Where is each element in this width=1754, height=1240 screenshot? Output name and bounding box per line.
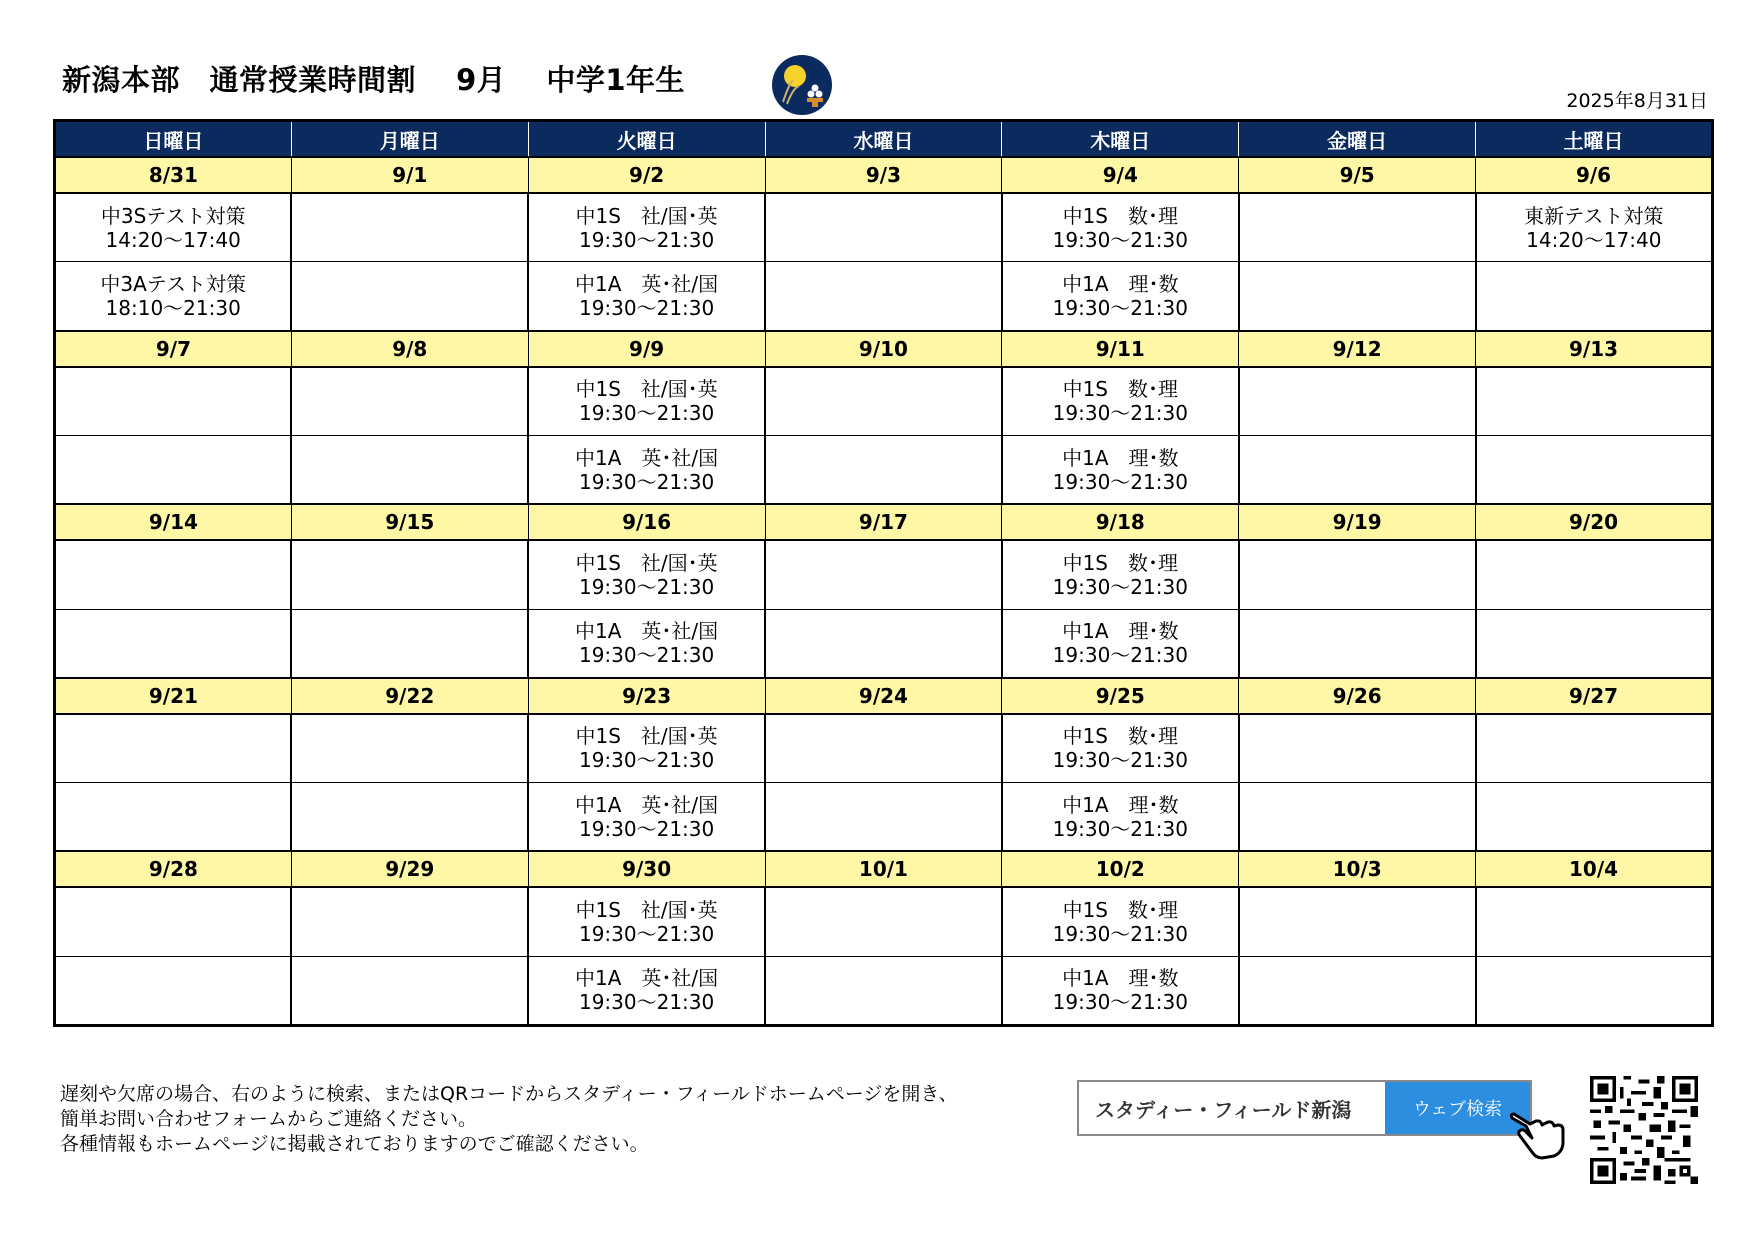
class-name: 中1S 社/国･英 <box>575 550 718 575</box>
class-name: 中3Sテスト対策 <box>100 203 246 228</box>
date-cell: 9/22 <box>291 678 528 714</box>
class-name: 中1A 英･社/国 <box>575 445 719 470</box>
class-time: 19:30～21:30 <box>1052 227 1188 252</box>
class-name: 中1S 社/国･英 <box>575 377 718 402</box>
class-slot-cell <box>528 887 765 956</box>
class-time: 19:30～21:30 <box>578 816 715 841</box>
notice <box>60 1082 958 1157</box>
qr-code-icon <box>1584 1076 1704 1184</box>
class-slot-cell <box>528 714 765 783</box>
class-slot-row <box>55 887 1713 956</box>
class-slot-cell <box>55 714 292 783</box>
class-slot-cell <box>291 956 528 1025</box>
date-cell: 9/13 <box>1476 331 1713 367</box>
class-slot-cell <box>1002 540 1239 609</box>
class-name: 中1A 理･数 <box>1062 619 1179 644</box>
date-cell: 9/4 <box>1002 157 1239 193</box>
class-time: 19:30～21:30 <box>578 469 715 494</box>
class-slot-cell <box>1002 783 1239 852</box>
class-slot-cell <box>1002 956 1239 1025</box>
class-name: 中1A 英･社/国 <box>575 792 719 817</box>
class-name: 中1A 英･社/国 <box>575 619 719 644</box>
class-name: 中1S 社/国･英 <box>575 724 718 749</box>
class-slot-cell <box>1476 262 1713 331</box>
class-time: 18:10～21:30 <box>105 295 241 320</box>
moon-viewing-icon <box>771 54 833 116</box>
timetable <box>53 119 1714 1027</box>
date-row <box>55 851 1713 887</box>
class-slot-cell <box>1002 609 1239 678</box>
class-slot-cell <box>291 609 528 678</box>
class-slot-cell <box>765 956 1002 1025</box>
class-slot-row <box>55 956 1713 1025</box>
date-cell: 9/3 <box>765 157 1002 193</box>
date-cell: 9/5 <box>1239 157 1476 193</box>
search-query-text: スタディー・フィールド新潟 <box>1095 1097 1352 1122</box>
class-time: 19:30～21:30 <box>1052 643 1188 668</box>
class-slot-cell <box>1239 609 1476 678</box>
class-name: 中1A 英･社/国 <box>575 271 719 296</box>
date-cell: 9/27 <box>1476 678 1713 714</box>
class-name: 中1A 理･数 <box>1062 445 1179 470</box>
date-cell: 9/29 <box>291 851 528 887</box>
class-slot-cell <box>55 435 292 504</box>
class-slot-cell <box>1476 609 1713 678</box>
class-slot-cell <box>765 367 1002 436</box>
class-name: 中1S 数･理 <box>1062 377 1178 402</box>
date-cell: 10/4 <box>1476 851 1713 887</box>
date-row <box>55 504 1713 540</box>
date-cell: 9/23 <box>528 678 765 714</box>
class-slot-cell <box>55 193 292 262</box>
date-cell: 9/1 <box>291 157 528 193</box>
weekday-header: 火曜日 <box>528 121 765 158</box>
class-slot-cell <box>291 783 528 852</box>
date-cell: 9/18 <box>1002 504 1239 540</box>
class-name: 中3Aテスト対策 <box>100 271 246 296</box>
class-slot-cell <box>55 783 292 852</box>
class-slot-cell <box>528 435 765 504</box>
class-slot-cell <box>1002 262 1239 331</box>
notice-line: 簡単お問い合わせフォームからご連絡ください。 <box>60 1108 478 1130</box>
class-slot-cell <box>291 367 528 436</box>
class-slot-cell <box>765 540 1002 609</box>
web-search-button: ウェブ検索 <box>1385 1082 1530 1134</box>
class-time: 14:20～17:40 <box>1526 227 1662 252</box>
date-cell: 9/9 <box>528 331 765 367</box>
class-slot-cell <box>765 193 1002 262</box>
date-cell: 9/10 <box>765 331 1002 367</box>
date-cell: 9/20 <box>1476 504 1713 540</box>
date-row <box>55 157 1713 193</box>
class-name: 中1S 数･理 <box>1062 724 1178 749</box>
date-row <box>55 331 1713 367</box>
date-cell: 10/3 <box>1239 851 1476 887</box>
class-slot-cell <box>1239 540 1476 609</box>
date-row <box>55 678 1713 714</box>
class-slot-cell <box>291 540 528 609</box>
class-slot-cell <box>1239 435 1476 504</box>
class-name: 中1A 理･数 <box>1062 271 1179 296</box>
class-slot-cell <box>1476 887 1713 956</box>
class-slot-cell <box>528 609 765 678</box>
date-cell: 9/8 <box>291 331 528 367</box>
class-slot-cell <box>1002 435 1239 504</box>
class-name: 中1A 理･数 <box>1062 792 1179 817</box>
class-time: 19:30～21:30 <box>1052 922 1188 947</box>
class-slot-cell <box>1476 540 1713 609</box>
class-time: 19:30～21:30 <box>1052 469 1188 494</box>
class-slot-cell <box>55 609 292 678</box>
class-slot-cell <box>1002 714 1239 783</box>
class-slot-cell <box>1476 783 1713 852</box>
date-cell: 9/11 <box>1002 331 1239 367</box>
date-cell: 9/21 <box>55 678 292 714</box>
class-time: 14:20～17:40 <box>105 227 241 252</box>
weekday-header: 月曜日 <box>291 121 528 158</box>
weekday-header: 水曜日 <box>765 121 1002 158</box>
class-slot-cell <box>1476 714 1713 783</box>
class-slot-cell <box>765 262 1002 331</box>
class-slot-cell <box>1476 435 1713 504</box>
class-name: 中1S 数･理 <box>1062 203 1178 228</box>
date-cell: 8/31 <box>55 157 292 193</box>
class-name: 中1A 理･数 <box>1062 966 1179 991</box>
class-name: 中1S 社/国･英 <box>575 898 718 923</box>
class-slot-cell <box>1002 193 1239 262</box>
class-slot-cell <box>765 435 1002 504</box>
issue-date: 2025年8月31日 <box>1566 90 1708 112</box>
class-name: 中1A 英･社/国 <box>575 966 719 991</box>
class-slot-cell <box>765 714 1002 783</box>
date-cell: 9/25 <box>1002 678 1239 714</box>
date-cell: 9/28 <box>55 851 292 887</box>
class-slot-cell <box>1476 193 1713 262</box>
class-slot-cell <box>291 887 528 956</box>
class-time: 19:30～21:30 <box>578 574 715 599</box>
class-time: 19:30～21:30 <box>578 990 715 1015</box>
class-slot-cell <box>1239 367 1476 436</box>
class-slot-cell <box>55 540 292 609</box>
class-slot-cell <box>55 956 292 1025</box>
class-slot-cell <box>528 367 765 436</box>
class-name: 中1S 数･理 <box>1062 898 1178 923</box>
class-slot-cell <box>528 783 765 852</box>
class-slot-cell <box>1002 887 1239 956</box>
class-slot-cell <box>291 714 528 783</box>
date-cell: 9/2 <box>528 157 765 193</box>
class-slot-cell <box>1239 956 1476 1025</box>
class-time: 19:30～21:30 <box>1052 990 1188 1015</box>
class-slot-cell <box>55 887 292 956</box>
date-cell: 9/16 <box>528 504 765 540</box>
date-cell: 9/6 <box>1476 157 1713 193</box>
class-time: 19:30～21:30 <box>578 748 715 773</box>
date-cell: 9/15 <box>291 504 528 540</box>
date-cell: 10/1 <box>765 851 1002 887</box>
class-slot-cell <box>528 540 765 609</box>
date-cell: 9/17 <box>765 504 1002 540</box>
class-slot-row <box>55 540 1713 609</box>
page-title: 新潟本部 通常授業時間割 9月 中学1年生 <box>62 63 686 97</box>
weekday-header: 木曜日 <box>1002 121 1239 158</box>
class-time: 19:30～21:30 <box>578 643 715 668</box>
class-slot-row <box>55 714 1713 783</box>
notice-line: 各種情報もホームページに掲載されておりますのでご確認ください。 <box>60 1133 649 1155</box>
weekday-header-row <box>55 121 1713 158</box>
class-slot-row <box>55 435 1713 504</box>
class-time: 19:30～21:30 <box>578 401 715 426</box>
date-cell: 9/7 <box>55 331 292 367</box>
weekday-header: 金曜日 <box>1239 121 1476 158</box>
class-name: 中1S 数･理 <box>1062 550 1178 575</box>
class-slot-cell <box>55 367 292 436</box>
date-cell: 10/2 <box>1002 851 1239 887</box>
class-slot-row <box>55 783 1713 852</box>
class-name: 東新テスト対策 <box>1524 203 1664 228</box>
class-slot-cell <box>528 956 765 1025</box>
date-cell: 9/24 <box>765 678 1002 714</box>
class-time: 19:30～21:30 <box>578 922 715 947</box>
date-cell: 9/19 <box>1239 504 1476 540</box>
class-slot-cell <box>1239 262 1476 331</box>
class-slot-cell <box>765 783 1002 852</box>
pointing-hand-icon <box>1508 1108 1568 1162</box>
class-slot-cell <box>1239 887 1476 956</box>
notice-line: 遅刻や欠席の場合、右のように検索、またはQRコードからスタディー・フィールドホームページを開き、 <box>60 1083 958 1105</box>
date-cell: 9/30 <box>528 851 765 887</box>
class-slot-cell <box>528 193 765 262</box>
class-time: 19:30～21:30 <box>1052 295 1188 320</box>
class-slot-cell <box>1002 367 1239 436</box>
class-time: 19:30～21:30 <box>1052 816 1188 841</box>
class-slot-cell <box>291 262 528 331</box>
class-time: 19:30～21:30 <box>1052 574 1188 599</box>
class-time: 19:30～21:30 <box>578 295 715 320</box>
class-slot-cell <box>291 193 528 262</box>
class-slot-cell <box>528 262 765 331</box>
class-slot-cell <box>1476 956 1713 1025</box>
class-slot-cell <box>1239 783 1476 852</box>
class-time: 19:30～21:30 <box>1052 748 1188 773</box>
date-cell: 9/26 <box>1239 678 1476 714</box>
class-slot-row <box>55 367 1713 436</box>
class-slot-cell <box>1239 193 1476 262</box>
class-slot-cell <box>1239 714 1476 783</box>
weekday-header: 日曜日 <box>55 121 292 158</box>
weekday-header: 土曜日 <box>1476 121 1713 158</box>
class-slot-cell <box>55 262 292 331</box>
date-cell: 9/12 <box>1239 331 1476 367</box>
class-slot-cell <box>765 609 1002 678</box>
class-slot-cell <box>291 435 528 504</box>
class-time: 19:30～21:30 <box>578 227 715 252</box>
class-slot-cell <box>765 887 1002 956</box>
class-slot-row <box>55 193 1713 262</box>
search-box-illustration <box>1077 1080 1532 1136</box>
class-time: 19:30～21:30 <box>1052 401 1188 426</box>
class-slot-row <box>55 262 1713 331</box>
class-slot-cell <box>1476 367 1713 436</box>
class-slot-row <box>55 609 1713 678</box>
date-cell: 9/14 <box>55 504 292 540</box>
class-name: 中1S 社/国･英 <box>575 203 718 228</box>
